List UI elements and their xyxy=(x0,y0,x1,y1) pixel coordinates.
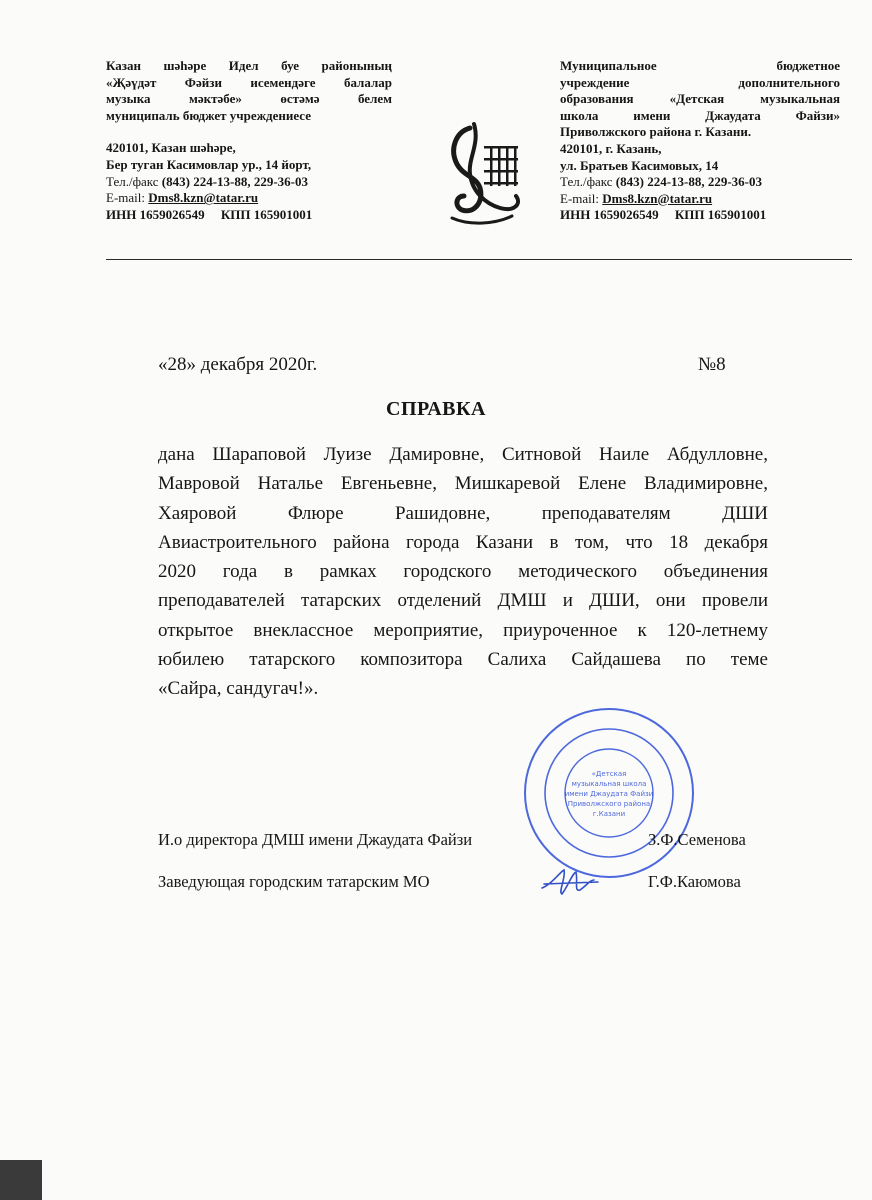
email-label: E-mail: xyxy=(106,190,145,206)
letterhead-right-line: учреждение дополнительного xyxy=(560,74,840,90)
signatory-name: Г.Ф.Каюмова xyxy=(648,872,741,891)
svg-text:музыкальная школа: музыкальная школа xyxy=(571,780,647,788)
letterhead-left xyxy=(106,58,392,223)
body-line: 2020 года в рамках городского методического объединения xyxy=(158,561,768,583)
letterhead-right xyxy=(560,58,840,224)
body-line: дана Шараповой Луизе Дамировне, Ситновой Наиле Абдулловне, xyxy=(158,444,768,465)
letterhead-right-postal: 420101, г. Казань, xyxy=(560,140,662,156)
letterhead-right-line: школа имени Джаудата Файзи» xyxy=(560,107,840,123)
phone-number: (843) 224-13-88, 229-36-03 xyxy=(615,174,763,190)
email-link[interactable]: Dms8.kzn@tatar.ru xyxy=(602,190,713,206)
phone-number: (843) 224-13-88, 229-36-03 xyxy=(161,173,309,189)
letterhead-left-postal: 420101, Казан шәһәре, xyxy=(106,140,236,156)
letterhead-left-line: муниципаль бюджет учреждениесе xyxy=(106,107,311,123)
body-line: открытое внеклассное мероприятие, приуроченное к 120-летнему xyxy=(158,619,768,641)
letterhead-divider xyxy=(106,259,852,260)
letterhead-left-line: Казан шәһәре Идел буе районының xyxy=(106,58,392,73)
svg-text:имени Джаудата Файзи: имени Джаудата Файзи xyxy=(564,790,654,798)
letterhead-left-phone-row xyxy=(106,174,392,191)
letterhead-right-line: Приволжского района г. Казани. xyxy=(560,124,752,140)
letterhead-right-email-row xyxy=(560,191,840,208)
body-line: Мавровой Наталье Евгеньевне, Мишкаревой Елене Владимировне, xyxy=(158,473,768,495)
body-line: Хаяровой Флюре Рашидовне, преподавателям ДШИ xyxy=(158,502,768,524)
letterhead-right-ids xyxy=(560,207,840,224)
school-logo-icon xyxy=(440,118,526,230)
letterhead-right-line: Муниципальное бюджетное xyxy=(560,58,840,73)
letterhead-right-phone-row xyxy=(560,174,840,191)
inn: ИНН 1659026549 xyxy=(560,207,659,223)
kpp: КПП 165901001 xyxy=(674,207,767,223)
body-line: преподавателей татарских отделений ДМШ и ДШИ, они провели xyxy=(158,590,768,612)
document-title: СПРАВКА xyxy=(386,398,486,420)
signatory-position: И.о директора ДМШ имени Джаудата Файзи xyxy=(158,830,473,849)
email-link[interactable]: Dms8.kzn@tatar.ru xyxy=(148,190,259,206)
official-stamp-icon xyxy=(522,706,696,880)
signatory-position: Заведующая городским татарским МО xyxy=(158,872,430,891)
scan-edge-shadow xyxy=(0,1160,42,1200)
document-date: «28» декабря 2020г. xyxy=(158,354,318,375)
body-line: юбилею татарского композитора Салиха Сайдашева по теме xyxy=(158,649,768,671)
email-label: E-mail: xyxy=(560,190,599,206)
inn: ИНН 1659026549 xyxy=(106,206,205,222)
handwritten-signature-icon xyxy=(538,866,608,898)
letterhead-left-street: Бер туган Касимовлар ур., 14 йорт, xyxy=(106,156,312,172)
svg-text:г.Казани: г.Казани xyxy=(592,810,626,818)
signatory-name: З.Ф.Семенова xyxy=(648,830,746,849)
letterhead-left-email-row xyxy=(106,190,392,207)
letterhead-left-line: музыка мәктәбе» өстәмә белем xyxy=(106,91,392,107)
kpp: КПП 165901001 xyxy=(220,206,313,222)
letterhead-left-ids xyxy=(106,207,392,224)
document-body xyxy=(158,440,768,704)
svg-text:«Детская: «Детская xyxy=(591,770,627,778)
phone-label: Тел./факс xyxy=(106,173,159,189)
document-number: №8 xyxy=(698,354,726,375)
letterhead-right-street: ул. Братьев Касимовых, 14 xyxy=(560,157,719,173)
letterhead-right-line: образования «Детская музыкальная xyxy=(560,91,840,107)
phone-label: Тел./факс xyxy=(560,174,613,190)
body-line: Авиастроительного района города Казани в том, что 18 декабря xyxy=(158,531,768,553)
svg-text:Приволжского района: Приволжского района xyxy=(567,800,651,808)
body-line: «Сайра, сандугач!». xyxy=(158,678,319,700)
letterhead-left-line: «Җәүдәт Фәйзи исемендәге балалар xyxy=(106,74,392,90)
